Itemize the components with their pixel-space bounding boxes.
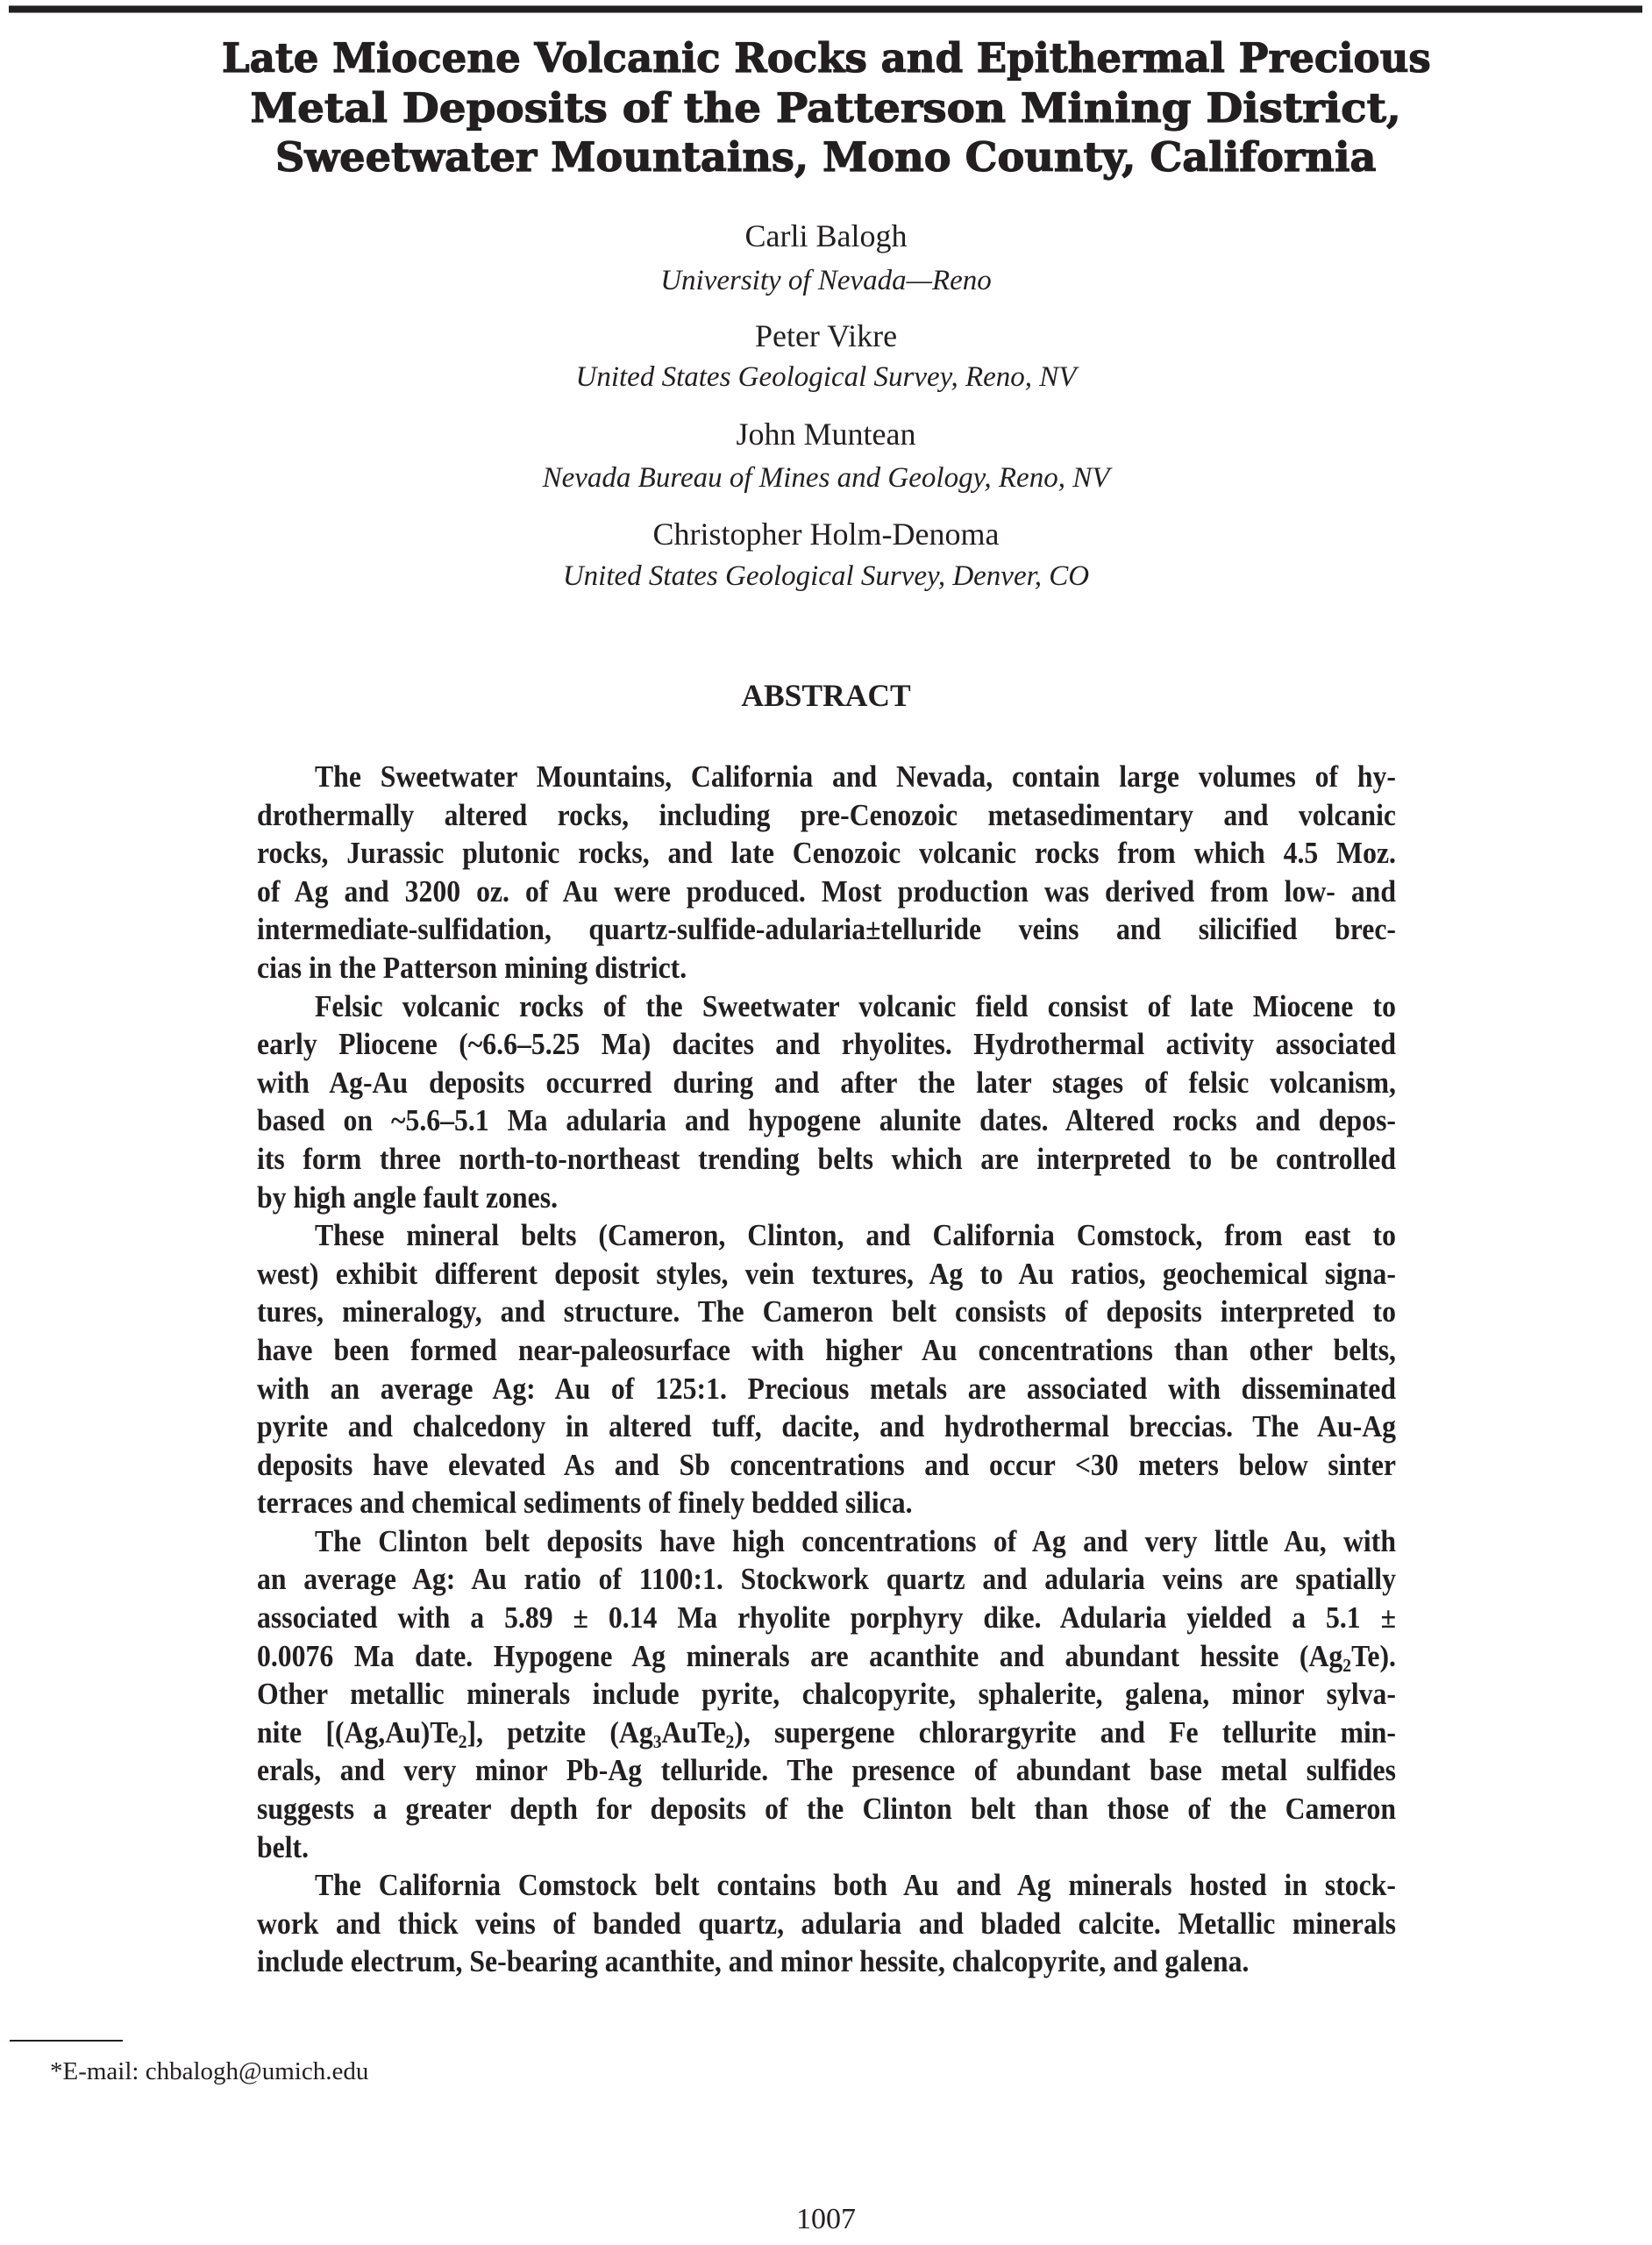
abstract-line [257, 1026, 1396, 1065]
abstract-line [257, 1600, 1396, 1638]
title-line-text: Metal Deposits of the Patterson Mining District, [250, 84, 1402, 132]
abstract-line [257, 1256, 1396, 1294]
author-name: Peter Vikre [754, 318, 898, 353]
abstract-line-text: pyrite and chalcedony in altered tuff, dacite, and hydrothermal breccias. The Au-Ag [257, 1410, 1396, 1444]
abstract-line [257, 988, 1396, 1027]
abstract-line-text: work and thick veins of banded quartz, adularia and bladed calcite. Metallic minerals [257, 1906, 1396, 1941]
abstract-line [257, 1829, 1396, 1868]
abstract-line-text: early Pliocene (~6.6–5.25 Ma) dacites and rhyolites. Hydrothermal activity associated [257, 1028, 1396, 1062]
title-line-2 [0, 83, 1652, 132]
abstract-line [257, 911, 1396, 950]
subscript: 3 [652, 1730, 662, 1752]
abstract-paragraph [257, 759, 1396, 988]
abstract-line [257, 1102, 1396, 1141]
abstract-line [257, 1714, 1396, 1753]
abstract-line-text: by high angle fault zones. [257, 1180, 559, 1215]
abstract-line [257, 1294, 1396, 1332]
title-line-3 [0, 132, 1652, 182]
text-segment: AuTe [661, 1715, 726, 1750]
abstract-line-text: deposits have elevated As and Sb concentrations and occur <30 meters below sinter [257, 1448, 1396, 1482]
text-segment: Te). [1351, 1639, 1396, 1673]
abstract-line-text [257, 1638, 1396, 1677]
abstract-line [257, 1408, 1396, 1447]
abstract-line [257, 759, 1396, 797]
abstract-line-text: The Clinton belt deposits have high concentrations of Ag and very little Au, with [315, 1524, 1396, 1558]
abstract-line-text: include electrum, Se-bearing acanthite, and minor hessite, chalcopyrite, and galena. [257, 1945, 1250, 1979]
abstract-line [257, 1371, 1396, 1409]
abstract-line-text [257, 1714, 1396, 1753]
author-affiliation: United States Geological Survey, Denver, CO [562, 560, 1090, 592]
abstract-paragraph [257, 1523, 1396, 1867]
page-number: 1007 [796, 2203, 856, 2235]
abstract-line [257, 1943, 1396, 1982]
author-affiliation: University of Nevada—Reno [660, 265, 992, 296]
subscript: 2 [458, 1730, 467, 1752]
abstract-line [257, 1141, 1396, 1180]
abstract-line-text: The Sweetwater Mountains, California and Nevada, contain large volumes of hy- [315, 760, 1396, 794]
abstract-line-text: terraces and chemical sediments of finely bedded silica. [257, 1486, 913, 1521]
abstract-line-text: associated with a 5.89 ± 0.14 Ma rhyolite porphyry dike. Adularia yielded a 5.1 ± [257, 1601, 1396, 1636]
abstract-line [257, 1638, 1396, 1677]
footnote-rule [10, 2040, 123, 2042]
text-segment: 0.0076 Ma date. Hypogene Ag minerals are acanthite and abundant hessite (Ag [257, 1639, 1343, 1673]
abstract-line-text: belt. [257, 1830, 310, 1864]
subscript: 2 [1342, 1654, 1352, 1676]
abstract-line [257, 1561, 1396, 1600]
abstract-line-text: have been formed near-paleosurface with higher Au concentrations than other belts, [257, 1333, 1396, 1367]
abstract-line [257, 1485, 1396, 1523]
abstract-line [257, 1867, 1396, 1906]
abstract-line [257, 873, 1396, 912]
abstract-line-text: of Ag and 3200 oz. of Au were produced. Most production was derived from low- and [257, 874, 1396, 909]
text-segment: ], petzite (Ag [466, 1715, 653, 1750]
author-name: Carli Balogh [744, 218, 908, 253]
title-line-text: Sweetwater Mountains, Mono County, California [275, 133, 1377, 181]
abstract-line-text: cias in the Patterson mining district. [257, 951, 687, 985]
abstract-line-text: Other metallic minerals include pyrite, chalcopyrite, sphalerite, galena, minor sylva- [257, 1678, 1396, 1712]
abstract-line-text: west) exhibit different deposit styles, vein textures, Ag to Au ratios, geochemical signa- [257, 1257, 1396, 1291]
abstract-line-text: intermediate-sulfidation, quartz-sulfide-adularia±telluride veins and silicified brec- [257, 913, 1396, 947]
abstract-line-text: tures, mineralogy, and structure. The Cameron belt consists of deposits interpreted to [257, 1295, 1396, 1329]
abstract-line-text: with an average Ag: Au of 125:1. Precious metals are associated with disseminated [257, 1372, 1396, 1406]
abstract-line-text: suggests a greater depth for deposits of the Clinton belt than those of the Cameron [257, 1792, 1396, 1827]
abstract-paragraph [257, 1867, 1396, 1982]
abstract-heading: ABSTRACT [741, 678, 911, 713]
abstract-line-text: drothermally altered rocks, including pre-Cenozoic metasedimentary and volcanic [257, 798, 1396, 832]
author-affiliation: United States Geological Survey, Reno, NV [575, 361, 1077, 393]
title-line-text: Late Miocene Volcanic Rocks and Epithermal Precious [221, 34, 1431, 82]
abstract-line-text: erals, and very minor Pb-Ag telluride. The presence of abundant base metal sulfides [257, 1754, 1396, 1788]
author-affiliation: Nevada Bureau of Mines and Geology, Reno, NV [542, 462, 1110, 494]
abstract-line [257, 1676, 1396, 1714]
abstract-line [257, 835, 1396, 873]
abstract-line [257, 1332, 1396, 1371]
text-segment: nite [(Ag,Au)Te [257, 1715, 459, 1750]
abstract-line [257, 1180, 1396, 1218]
abstract-line [257, 1523, 1396, 1562]
abstract-line-text: These mineral belts (Cameron, Clinton, and California Comstock, from east to [315, 1219, 1396, 1253]
abstract-line-text: The California Comstock belt contains both Au and Ag minerals hosted in stock- [315, 1869, 1396, 1903]
abstract-line-text: Felsic volcanic rocks of the Sweetwater volcanic field consist of late Miocene to [315, 989, 1396, 1023]
abstract-line-text: based on ~5.6–5.1 Ma adularia and hypogene alunite dates. Altered rocks and depos- [257, 1104, 1396, 1138]
abstract-paragraph [257, 1217, 1396, 1523]
subscript: 2 [725, 1730, 735, 1752]
abstract-line [257, 1217, 1396, 1256]
abstract-line-text: an average Ag: Au ratio of 1100:1. Stockwork quartz and adularia veins are spatially [257, 1563, 1396, 1597]
footnote-email: *E-mail: chbalogh@umich.edu [50, 2057, 369, 2085]
text-segment: ), supergene chlorargyrite and Fe tellurite min- [734, 1715, 1396, 1750]
abstract-line [257, 797, 1396, 836]
abstract-line-text: rocks, Jurassic plutonic rocks, and late Cenozoic volcanic rocks from which 4.5 Moz. [257, 837, 1396, 871]
title-line-1 [0, 33, 1652, 82]
abstract-line-text: with Ag-Au deposits occurred during and after the later stages of felsic volcanism, [257, 1065, 1396, 1100]
abstract-line [257, 1752, 1396, 1791]
abstract-line [257, 1906, 1396, 1944]
abstract-paragraph [257, 988, 1396, 1218]
author-name: John Muntean [736, 417, 916, 452]
abstract-body [257, 759, 1396, 1982]
abstract-line [257, 1065, 1396, 1103]
abstract-line-text: its form three north-to-northeast trending belts which are interpreted to be controlled [257, 1142, 1396, 1176]
abstract-line [257, 1791, 1396, 1829]
abstract-line [257, 1447, 1396, 1486]
abstract-line [257, 950, 1396, 988]
header-rule [9, 5, 1642, 13]
author-name: Christopher Holm-Denoma [652, 517, 1000, 552]
